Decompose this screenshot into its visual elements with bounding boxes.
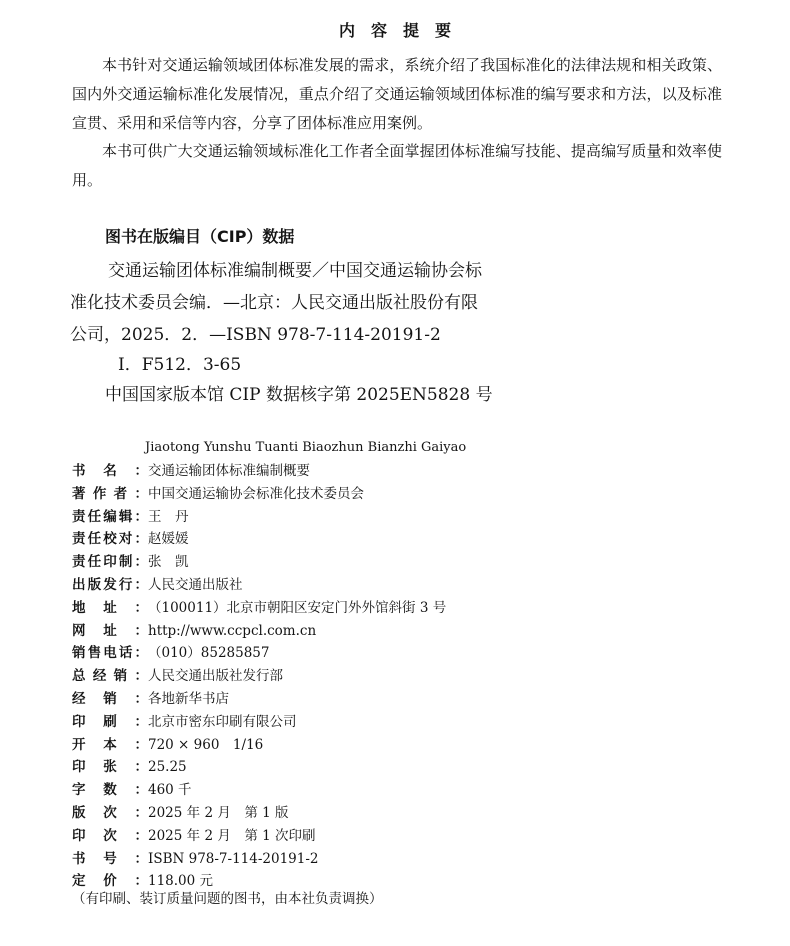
info-value: 118.00 元 xyxy=(148,873,214,890)
info-value: （100011）北京市朝阳区安定门外外馆斜街 3 号 xyxy=(148,599,447,616)
info-row xyxy=(72,506,446,529)
pinyin-title: Jiaotong Yunshu Tuanti Biaozhun Bianzhi Gaiyao xyxy=(145,440,467,455)
info-value: 各地新华书店 xyxy=(148,690,229,707)
info-value: 人民交通出版社发行部 xyxy=(148,668,283,685)
info-value: 460 千 xyxy=(148,782,192,799)
info-row xyxy=(72,642,446,665)
info-value: 25.25 xyxy=(148,759,187,776)
cip-title: 图书在版编目（CIP）数据 xyxy=(105,227,295,246)
info-value: 2025 年 2 月 第 1 次印刷 xyxy=(148,827,316,844)
cip-line: 交通运输团体标准编制概要／中国交通运输协会标 xyxy=(108,261,482,281)
info-label: 出 版 发 行 ： xyxy=(72,576,148,593)
info-row xyxy=(72,528,446,551)
info-label: 开 本 ： xyxy=(72,736,148,753)
info-row xyxy=(72,665,446,688)
info-value: 王 丹 xyxy=(148,508,189,525)
info-value: 2025 年 2 月 第 1 版 xyxy=(148,804,289,821)
info-label: 字 数 ： xyxy=(72,782,148,799)
info-value: 中国交通运输协会标准化技术委员会 xyxy=(148,485,364,502)
info-label: 印 刷 ： xyxy=(72,713,148,730)
info-label: 书 名 ： xyxy=(72,463,148,479)
info-label: 总 经 销 ： xyxy=(72,668,148,685)
info-row xyxy=(72,597,446,620)
publication-info-list xyxy=(72,460,446,893)
info-label: 书 号 ： xyxy=(72,850,148,867)
info-value: 720 × 960 1/16 xyxy=(148,736,264,753)
info-label: 责 任 印 制 ： xyxy=(72,554,148,571)
info-row xyxy=(72,711,446,734)
quality-note: （有印刷、装订质量问题的图书，由本社负责调换） xyxy=(72,891,383,907)
info-value: 交通运输团体标准编制概要 xyxy=(148,463,310,479)
info-row xyxy=(72,848,446,871)
info-label: 印 张 ： xyxy=(72,759,148,776)
info-label: 责 任 校 对 ： xyxy=(72,531,148,548)
cip-line: 准化技术委员会编．—北京：人民交通出版社股份有限 xyxy=(70,293,478,313)
info-row xyxy=(72,825,446,848)
info-label: 著 作 者 ： xyxy=(72,485,148,502)
info-row xyxy=(72,802,446,825)
info-value: ISBN 978-7-114-20191-2 xyxy=(148,850,319,867)
info-value: 人民交通出版社 xyxy=(148,576,243,593)
info-label: 经 销 ： xyxy=(72,690,148,707)
info-value: 北京市密东印刷有限公司 xyxy=(148,713,297,730)
info-row xyxy=(72,734,446,757)
info-row xyxy=(72,756,446,779)
info-value: 赵媛媛 xyxy=(148,531,189,548)
info-label: 销 售 电 话 ： xyxy=(72,645,148,662)
summary-paragraph: 本书针对交通运输领域团体标准发展的需求，系统介绍了我国标准化的法律法规和相关政策、国内外交通运输标准化发展情况，重点介绍了交通运输领域团体标准的编写要求和方法，以及标准宣贯、采用和采信等内容，分享了团体标准应用案例。 xyxy=(72,56,722,132)
info-label: 版 次 ： xyxy=(72,804,148,821)
info-row xyxy=(72,688,446,711)
info-label: 责 任 编 辑 ： xyxy=(72,508,148,525)
info-row xyxy=(72,620,446,643)
info-row xyxy=(72,460,446,483)
info-row xyxy=(72,574,446,597)
info-value: 张 凯 xyxy=(148,554,189,571)
cip-line: 中国国家版本馆 CIP 数据核字第 2025EN5828 号 xyxy=(105,385,493,405)
info-row xyxy=(72,551,446,574)
cip-line: Ⅰ．F512．3-65 xyxy=(118,355,242,375)
cip-line: 公司，2025．2．—ISBN 978-7-114-20191-2 xyxy=(70,325,441,345)
info-label: 地 址 ： xyxy=(72,599,148,616)
info-label: 网 址 ： xyxy=(72,622,148,639)
info-row xyxy=(72,779,446,802)
info-label: 定 价 ： xyxy=(72,873,148,890)
info-row xyxy=(72,483,446,506)
info-value: （010）85285857 xyxy=(148,645,270,662)
summary-paragraph: 本书可供广大交通运输领域标准化工作者全面掌握团体标准编写技能、提高编写质量和效率使用。 xyxy=(72,142,722,189)
info-value: http://www.ccpcl.com.cn xyxy=(148,622,317,639)
summary-title: 内容提要 xyxy=(338,21,467,40)
info-label: 印 次 ： xyxy=(72,827,148,844)
